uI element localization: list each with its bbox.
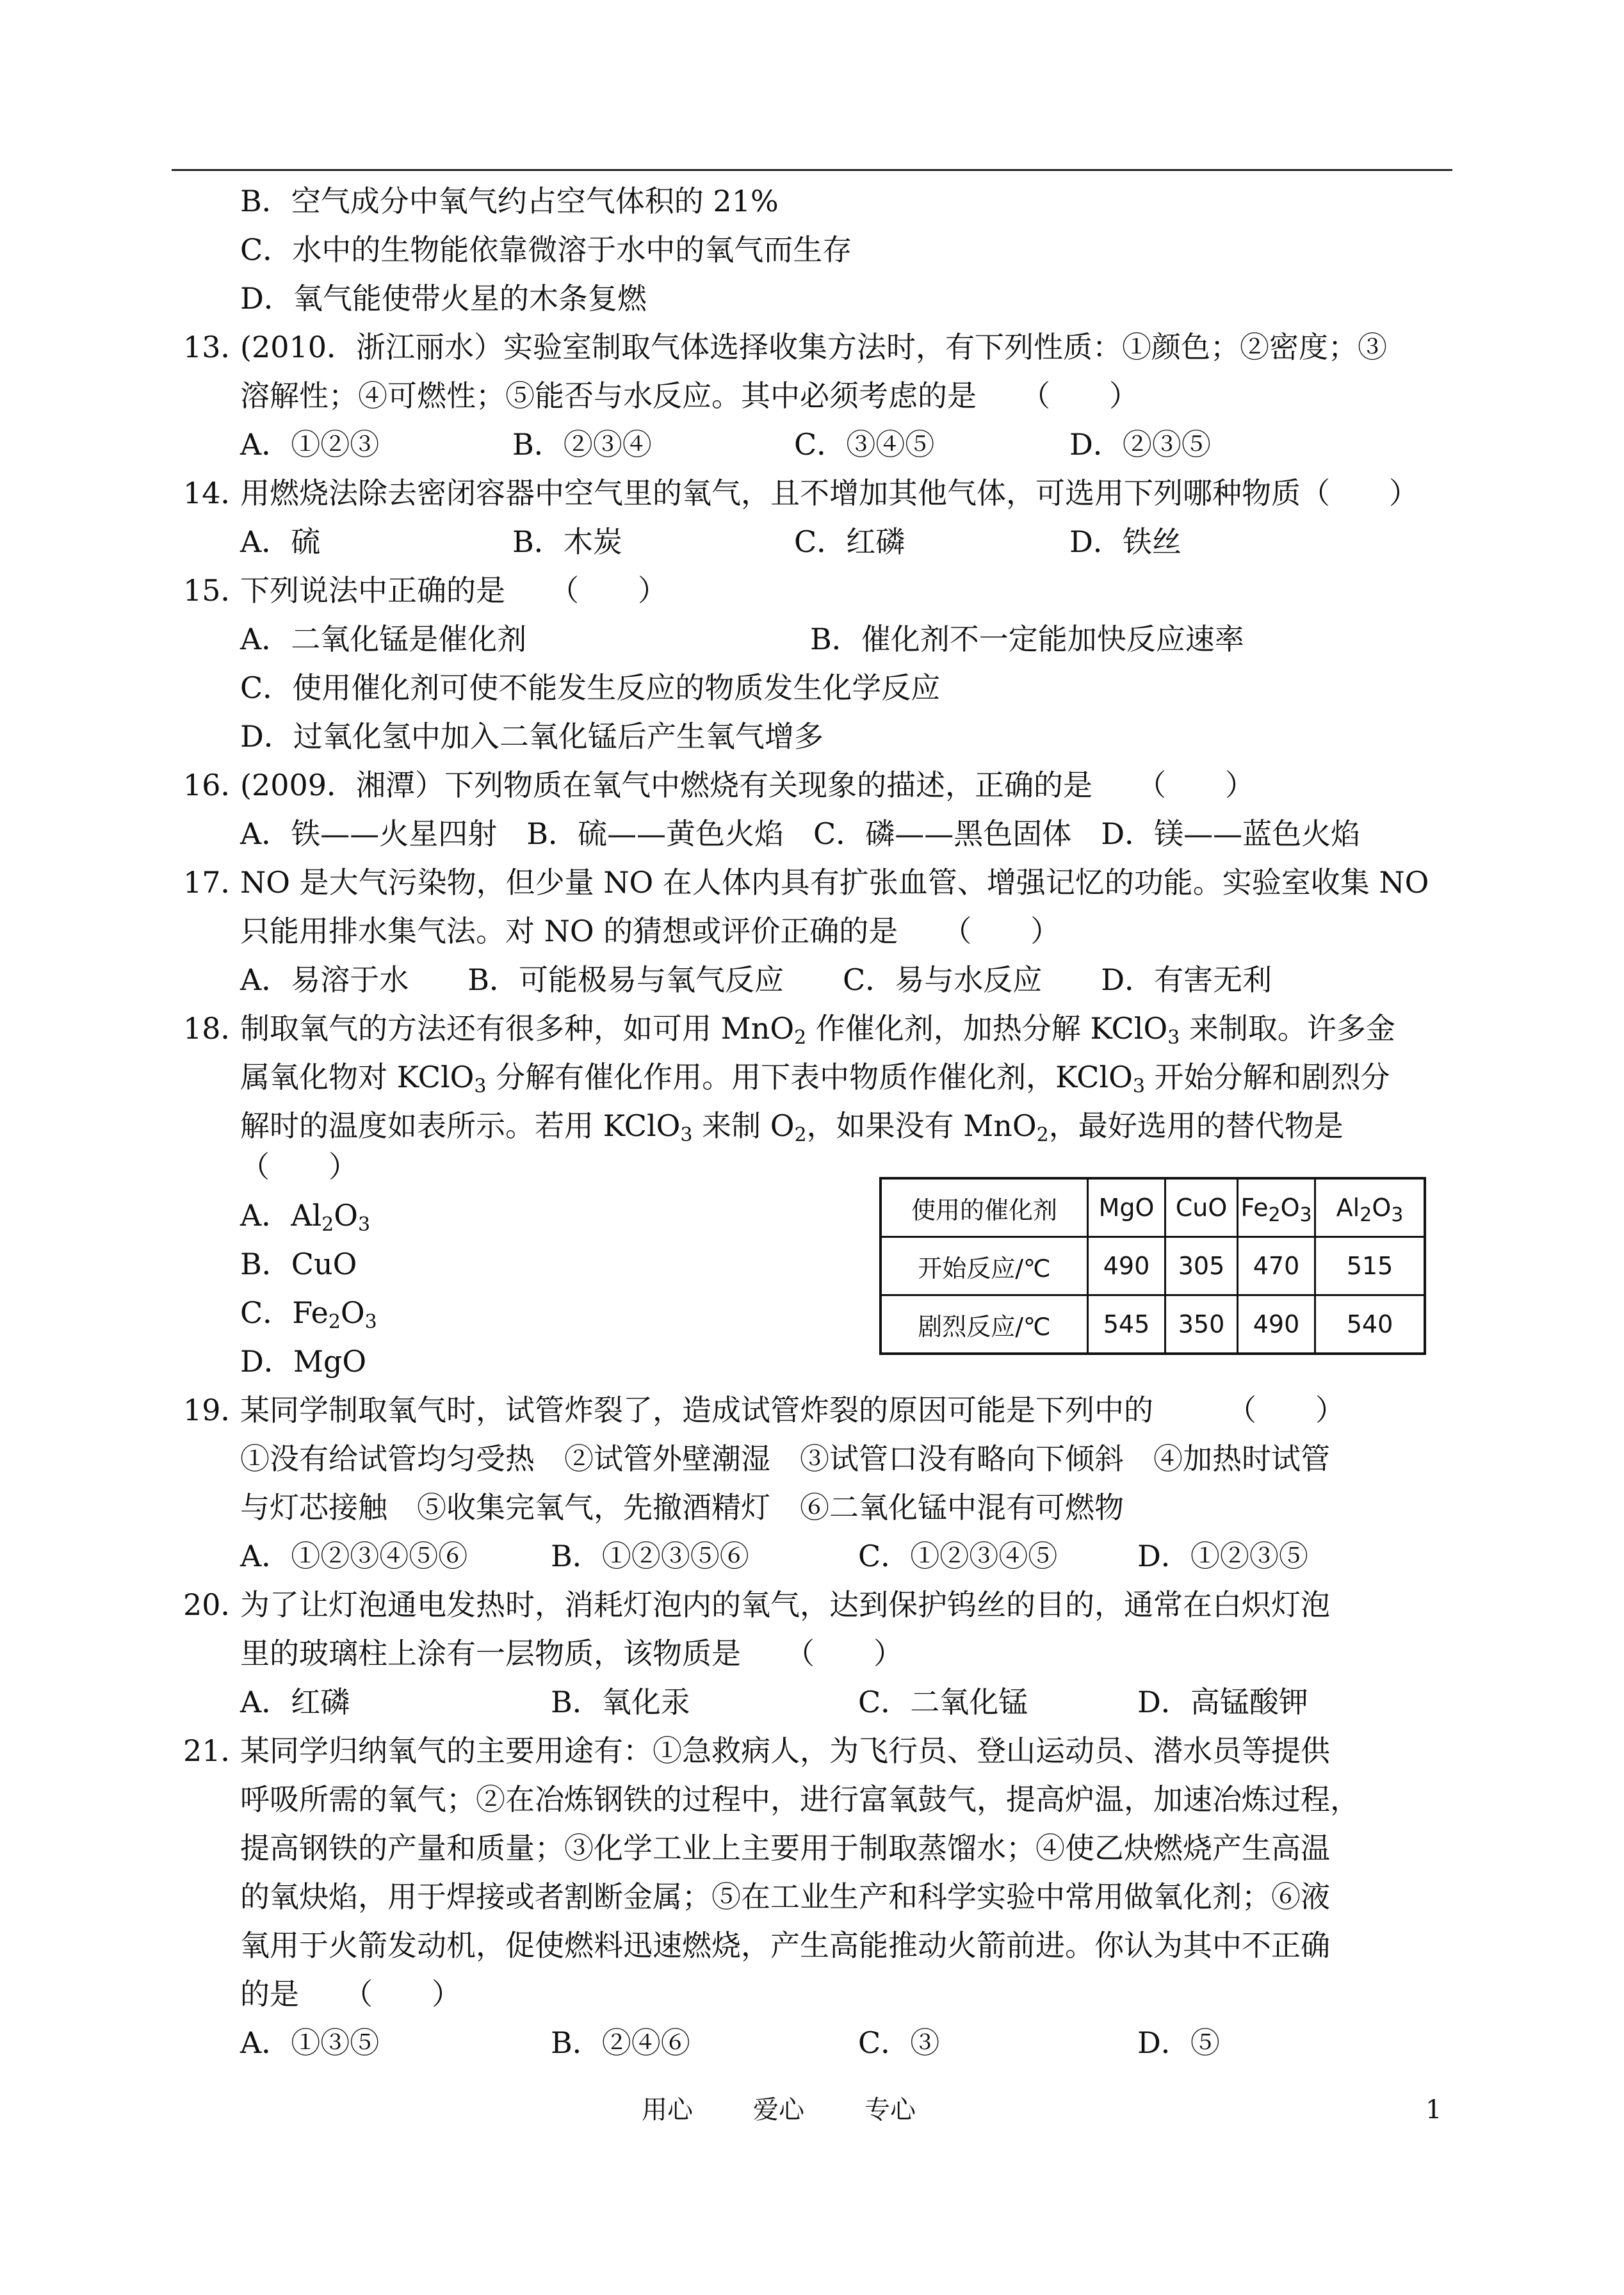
q15-option-c: C．使用催化剂可使不能发生反应的物质发生化学反应 [240,670,941,705]
q16-options: A．铁——火星四射 B．硫——黄色火焰 C．磷——黑色固体 D．镁——蓝色火焰 [240,816,1361,851]
q13-option-d: D．②③⑤ [1069,427,1211,462]
q21-stem-line1: 某同学归纳氧气的主要用途有：①急救病人，为飞行员、登山运动员、潜水员等提供 [240,1733,1330,1768]
q21-stem-line4: 的氧炔焰，用于焊接或者割断金属；⑤在工业生产和科学实验中常用做氧化剂；⑥液 [240,1879,1330,1914]
table-cell: 350 [1165,1295,1238,1354]
q18-option-a: A．$Al_2O_3$ [240,1198,371,1236]
table-header-cell: $Fe_2O_3$ [1238,1178,1315,1237]
table-cell: 305 [1165,1237,1238,1295]
q14-option-b: B．木炭 [512,524,622,559]
q17-number: 17． [183,865,250,900]
q20-stem-line2: 里的玻璃柱上涂有一层物质，该物质是 （ ） [240,1636,903,1671]
q12-option-b: B．空气成分中氧气约占空气体积的 21% [240,184,779,218]
q21-stem-line5: 氧用于火箭发动机，促使燃料迅速燃烧，产生高能推动火箭前进。你认为其中不正确 [240,1928,1330,1963]
table-cell: 515 [1315,1237,1425,1295]
table-cell: 490 [1088,1237,1165,1295]
q20-option-c: C．二氧化锰 [858,1685,1028,1719]
q15-number: 15． [183,573,250,608]
q14-option-a: A．硫 [240,524,321,559]
q13-number: 13． [183,330,250,364]
table-header-cell: 使用的催化剂 [881,1178,1088,1237]
q19-statements-line2: 与灯芯接触 ⑤收集完氧气，先撤酒精灯 ⑥二氧化锰中混有可燃物 [240,1490,1124,1525]
q19-option-c: C．①②③④⑤ [858,1539,1058,1573]
q15-option-d: D．过氧化氢中加入二氧化锰后产生氧气增多 [240,719,824,754]
q20-stem-line1: 为了让灯泡通电发热时，消耗灯泡内的氧气，达到保护钨丝的目的，通常在白炽灯泡 [240,1587,1330,1622]
q21-option-b: B．②④⑥ [551,2025,690,2060]
table-cell: 540 [1315,1295,1425,1354]
q18-stem-line2: 属氧化物对 KClO$_3$ 分解有催化作用。用下表中物质作催化剂，KClO$_3$ 开始分解和剧烈分 [240,1060,1390,1098]
table-cell: 545 [1088,1295,1165,1354]
table-header-row [881,1178,1425,1237]
footer-motto-2: 爱心 [753,2095,804,2125]
q14-stem: 用燃烧法除去密闭容器中空气里的氧气，且不增加其他气体，可选用下列哪种物质（ ） [240,476,1418,510]
q14-option-c: C．红磷 [794,524,905,559]
q21-number: 21． [183,1733,250,1768]
q18-stem-line1: 制取氧气的方法还有很多种，如可用 MnO$_2$ 作催化剂，加热分解 KClO$_3$ 来制取。许多金 [240,1011,1395,1049]
catalyst-temperature-table [879,1177,1426,1355]
q21-stem-line3: 提高钢铁的产量和质量；③化学工业上主要用于制取蒸馏水；④使乙炔燃烧产生高温 [240,1831,1330,1865]
q17-options: A．易溶于水 B．可能极易与氧气反应 C．易与水反应 D．有害无利 [240,962,1272,997]
q20-option-a: A．红磷 [240,1685,350,1719]
q19-option-b: B．①②③⑤⑥ [551,1539,749,1573]
table-cell: 470 [1238,1237,1315,1295]
q21-option-d: D．⑤ [1137,2025,1220,2060]
q12-option-d: D．氧气能使带火星的木条复燃 [240,281,647,316]
header-rule [172,169,1452,171]
table-header-cell: CuO [1165,1178,1238,1237]
q20-option-d: D．高锰酸钾 [1137,1685,1308,1719]
q13-option-b: B．②③④ [512,427,652,462]
table-row [881,1295,1425,1354]
q13-option-c: C．③④⑤ [794,427,935,462]
q15-option-a: A．二氧化锰是催化剂 [240,622,527,656]
q18-number: 18． [183,1011,250,1046]
q13-stem-line2: 溶解性；④可燃性；⑤能否与水反应。其中必须考虑的是 （ ） [240,378,1139,413]
table-cell: 开始反应/℃ [881,1237,1088,1295]
q19-number: 19． [183,1393,250,1427]
q18-option-b: B．CuO [240,1247,357,1281]
q21-option-c: C．③ [858,2025,940,2060]
q19-option-d: D．①②③⑤ [1137,1539,1308,1573]
q14-option-d: D．铁丝 [1069,524,1181,559]
table-header-cell: MgO [1088,1178,1165,1237]
q14-number: 14． [183,476,250,510]
q17-stem-line1: NO 是大气污染物，但少量 NO 在人体内具有扩张血管、增强记忆的功能。实验室收集 NO [240,865,1429,900]
q20-option-b: B．氧化汞 [551,1685,690,1719]
q16-stem: (2009．湘潭）下列物质在氧气中燃烧有关现象的描述，正确的是 （ ） [240,768,1255,802]
table-header-cell: $Al_2O_3$ [1315,1178,1425,1237]
q18-stem-line3: 解时的温度如表所示。若用 KClO$_3$ 来制 $O_2$，如果没有 MnO$_2$，最好选用的替代物是 [240,1108,1344,1146]
q16-number: 16． [183,768,250,802]
q21-option-a: A．①③⑤ [240,2025,380,2060]
q17-stem-line2: 只能用排水集气法。对 NO 的猜想或评价正确的是 （ ） [240,914,1060,948]
q18-option-d: D．MgO [240,1344,367,1379]
q20-number: 20． [183,1587,250,1622]
q21-stem-line6: 的是 （ ） [240,1977,461,2011]
q21-stem-line2: 呼吸所需的氧气；②在冶炼钢铁的过程中，进行富氧鼓气，提高炉温，加速冶炼过程， [240,1782,1360,1817]
q13-option-a: A．①②③ [240,427,380,462]
table-cell: 490 [1238,1295,1315,1354]
table-row [881,1237,1425,1295]
q18-option-c: C．$Fe_2O_3$ [240,1295,377,1333]
q15-stem: 下列说法中正确的是 （ ） [240,573,667,608]
q13-stem-line1: (2010．浙江丽水）实验室制取气体选择收集方法时，有下列性质：①颜色；②密度；③ [240,330,1388,364]
q18-answer-blank: （ ） [240,1149,358,1184]
page-number: 1 [1425,2095,1442,2125]
q19-option-a: A．①②③④⑤⑥ [240,1539,468,1573]
q12-option-c: C．水中的生物能依靠微溶于水中的氧气而生存 [240,232,852,267]
footer-motto-3: 专心 [865,2095,916,2125]
q19-stem: 某同学制取氧气时，试管炸裂了，造成试管炸裂的原因可能是下列中的 （ ） [240,1393,1345,1427]
table-cell: 剧烈反应/℃ [881,1295,1088,1354]
q15-option-b: B．催化剂不一定能加快反应速率 [810,622,1244,656]
footer-motto-1: 用心 [642,2095,693,2125]
q19-statements-line1: ①没有给试管均匀受热 ②试管外壁潮湿 ③试管口没有略向下倾斜 ④加热时试管 [240,1441,1330,1476]
